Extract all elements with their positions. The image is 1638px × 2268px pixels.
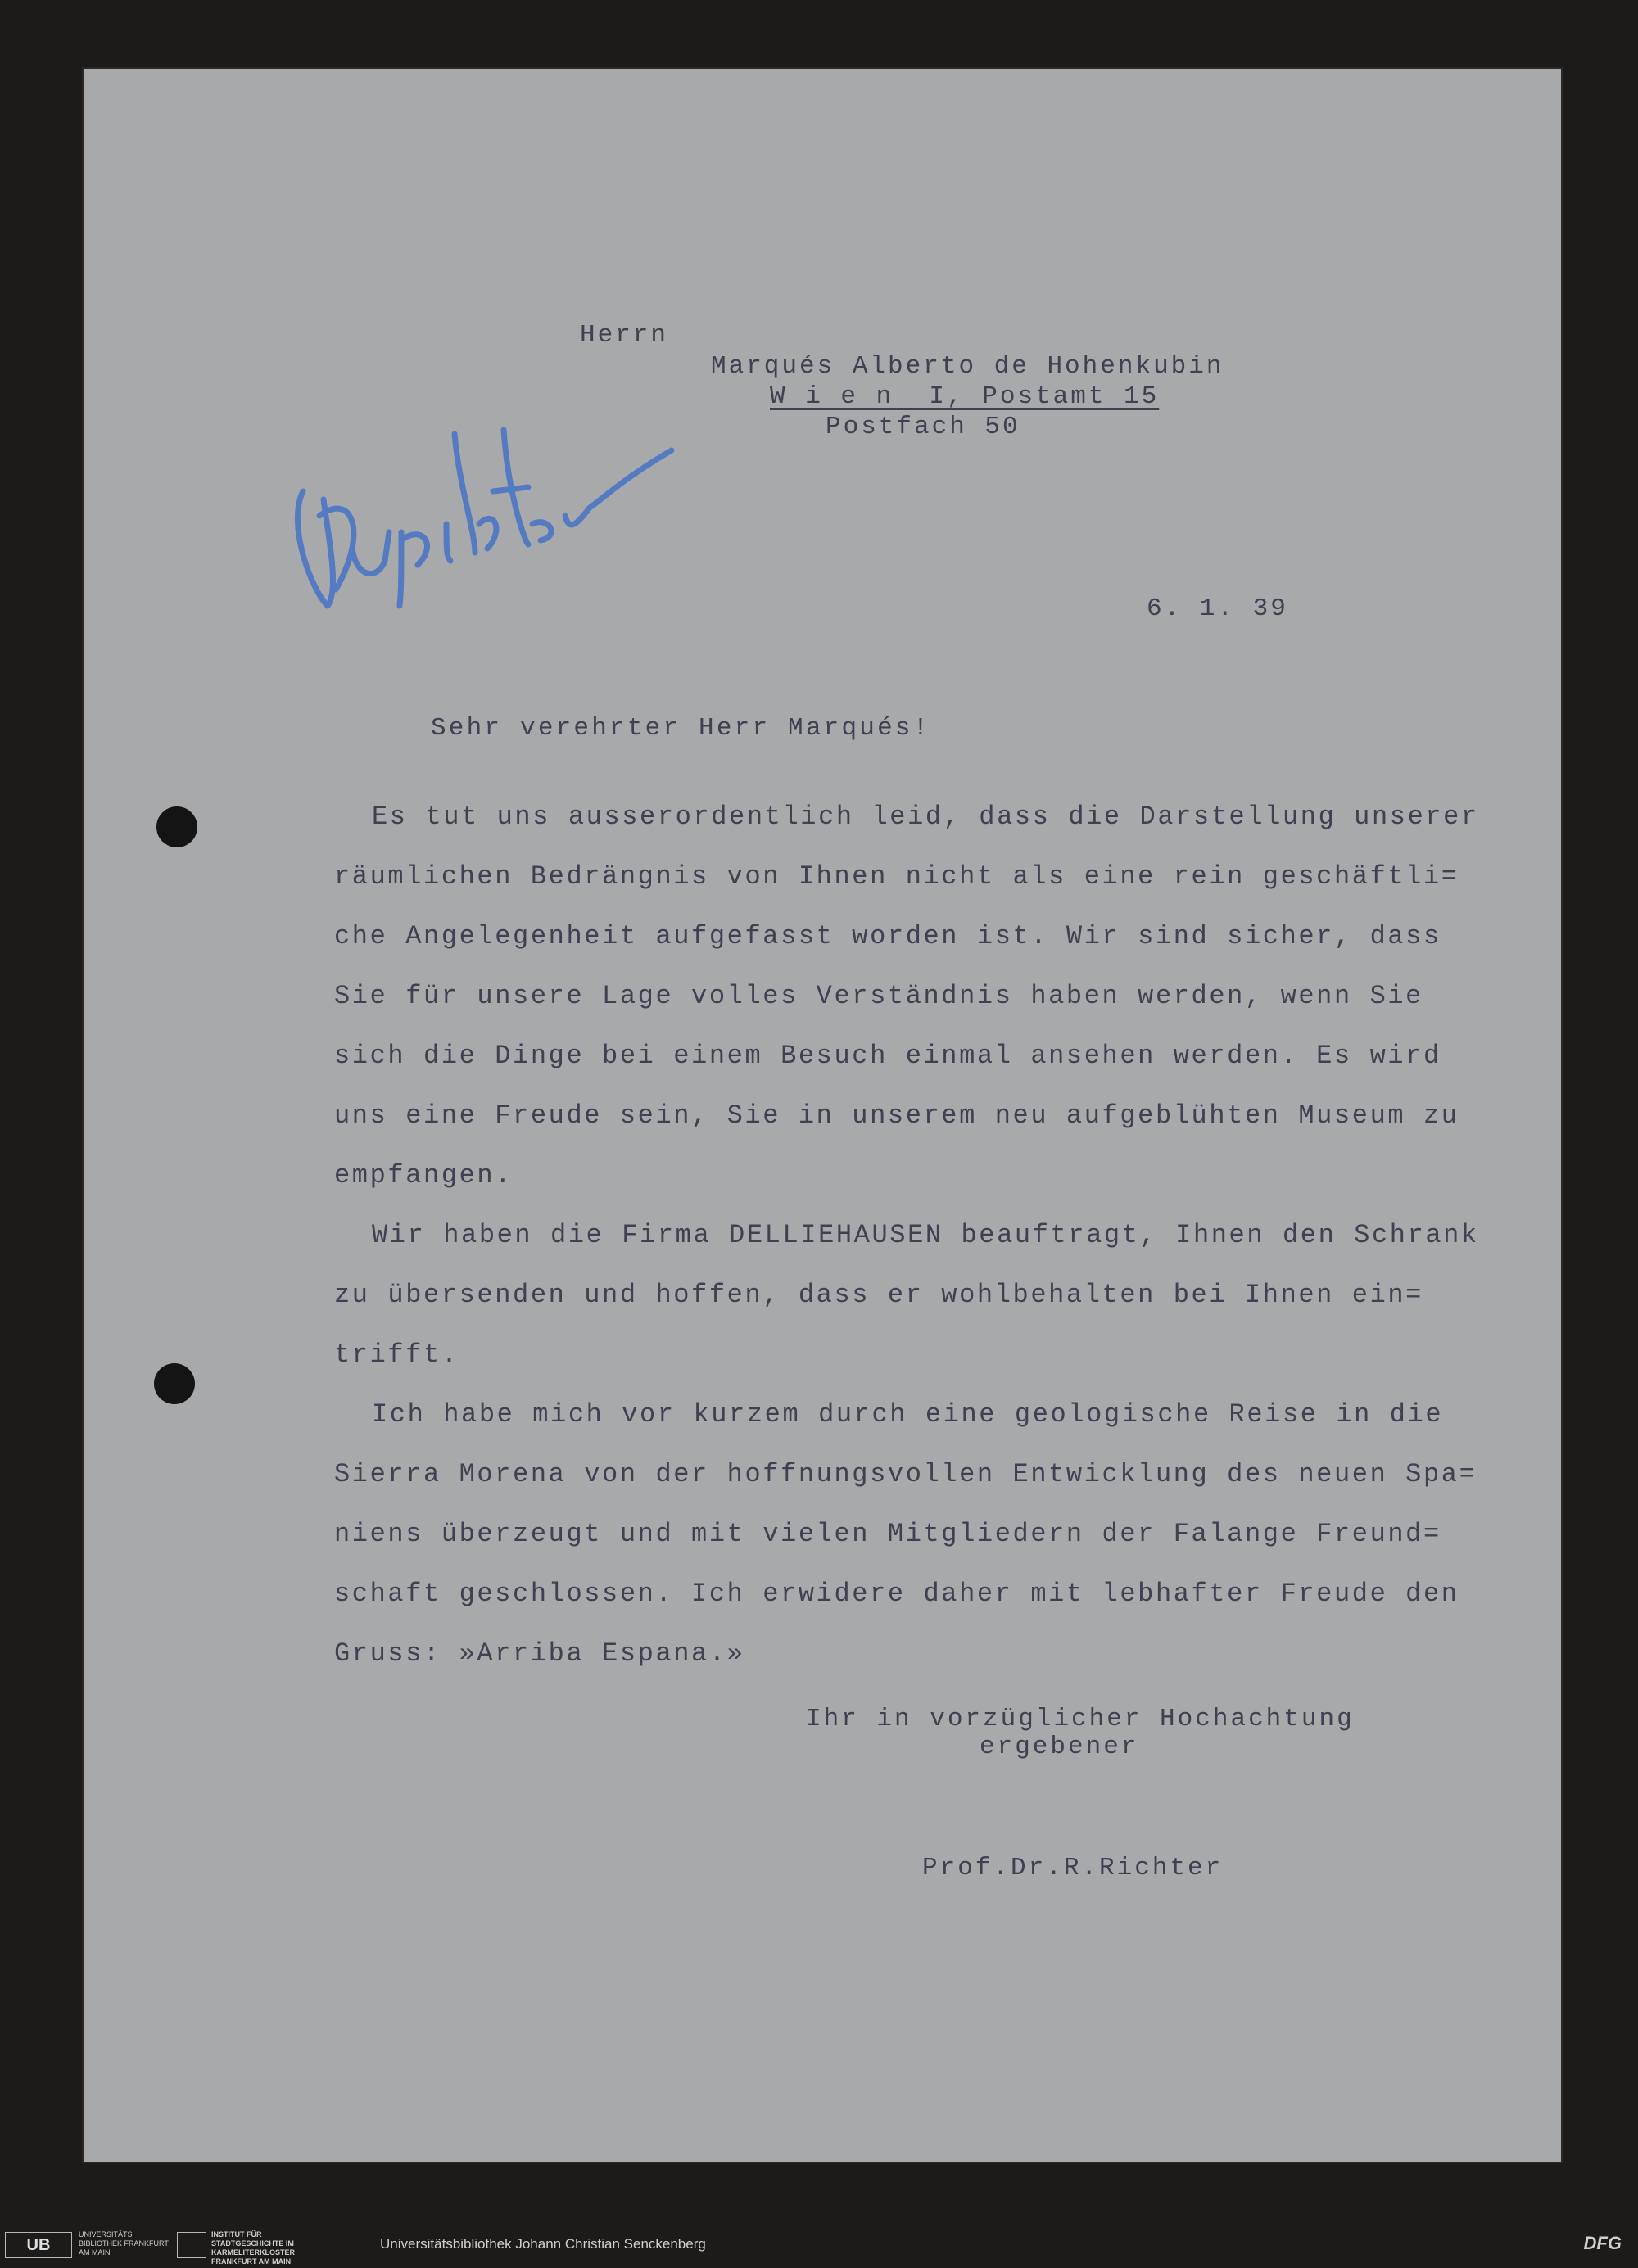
body-line: niens überzeugt und mit vielen Mitgliedern der Falange Freund= bbox=[334, 1519, 1441, 1549]
body-line: Ich habe mich vor kurzem durch eine geologische Reise in die bbox=[372, 1399, 1444, 1430]
body-line: schaft geschlossen. Ich erwidere daher mit lebhafter Freude den bbox=[334, 1579, 1459, 1609]
closing-ergebener: ergebener bbox=[980, 1733, 1139, 1761]
body-line: Sie für unsere Lage volles Verständnis haben werden, wenn Sie bbox=[334, 981, 1423, 1011]
body-line: Es tut uns ausserordentlich leid, dass die Darstellung unserer bbox=[372, 802, 1479, 832]
body-line: Gruss: »Arriba Espana.» bbox=[334, 1638, 745, 1669]
body-line: trifft. bbox=[334, 1340, 459, 1370]
institute-logo-icon bbox=[177, 2232, 206, 2258]
ub-logo: UB bbox=[5, 2232, 72, 2258]
body-line: Sierra Morena von der hoffnungsvollen Entwicklung des neuen Spa= bbox=[334, 1459, 1477, 1489]
body-line: empfangen. bbox=[334, 1160, 514, 1190]
institute-logo-text: INSTITUT FÜR STADTGESCHICHTE IM KARMELITERKLOSTER FRANKFURT AM MAIN bbox=[211, 2230, 295, 2266]
body-line: che Angelegenheit aufgefasst worden ist. Wir sind sicher, dass bbox=[334, 921, 1441, 951]
recipient-box: Postfach 50 bbox=[826, 413, 1020, 441]
body-line: uns eine Freude sein, Sie in unserem neu aufgeblühten Museum zu bbox=[334, 1100, 1459, 1131]
punch-hole-bottom bbox=[154, 1363, 195, 1404]
salutation-to: Herrn bbox=[580, 321, 669, 350]
body-line: zu übersenden und hoffen, dass er wohlbehalten bei Ihnen ein= bbox=[334, 1280, 1423, 1310]
body-line: Wir haben die Firma DELLIEHAUSEN beauftragt, Ihnen den Schrank bbox=[372, 1220, 1479, 1250]
body-line: räumlichen Bedrängnis von Ihnen nicht als eine rein geschäftli= bbox=[334, 861, 1459, 892]
closing-line: Ihr in vorzüglicher Hochachtung bbox=[806, 1705, 1355, 1733]
ub-logo-text: UNIVERSITÄTS BIBLIOTHEK FRANKFURT AM MAIN bbox=[79, 2230, 169, 2257]
dfg-logo: DFG bbox=[1583, 2233, 1622, 2253]
signature: Prof.Dr.R.Richter bbox=[922, 1854, 1224, 1882]
punch-hole-top bbox=[156, 806, 197, 847]
body-line: sich die Dinge bei einem Besuch einmal ansehen werden. Es wird bbox=[334, 1041, 1441, 1071]
letter-date: 6. 1. 39 bbox=[1147, 594, 1288, 623]
footer-bar bbox=[0, 2221, 1638, 2268]
greeting: Sehr verehrter Herr Marqués! bbox=[431, 714, 931, 743]
handwritten-note bbox=[278, 401, 688, 630]
library-credit: Universitätsbibliothek Johann Christian Senckenberg bbox=[380, 2236, 706, 2252]
recipient-city: W i e n I, Postamt 15 bbox=[770, 382, 1160, 411]
recipient-name: Marqués Alberto de Hohenkubin bbox=[711, 352, 1224, 381]
